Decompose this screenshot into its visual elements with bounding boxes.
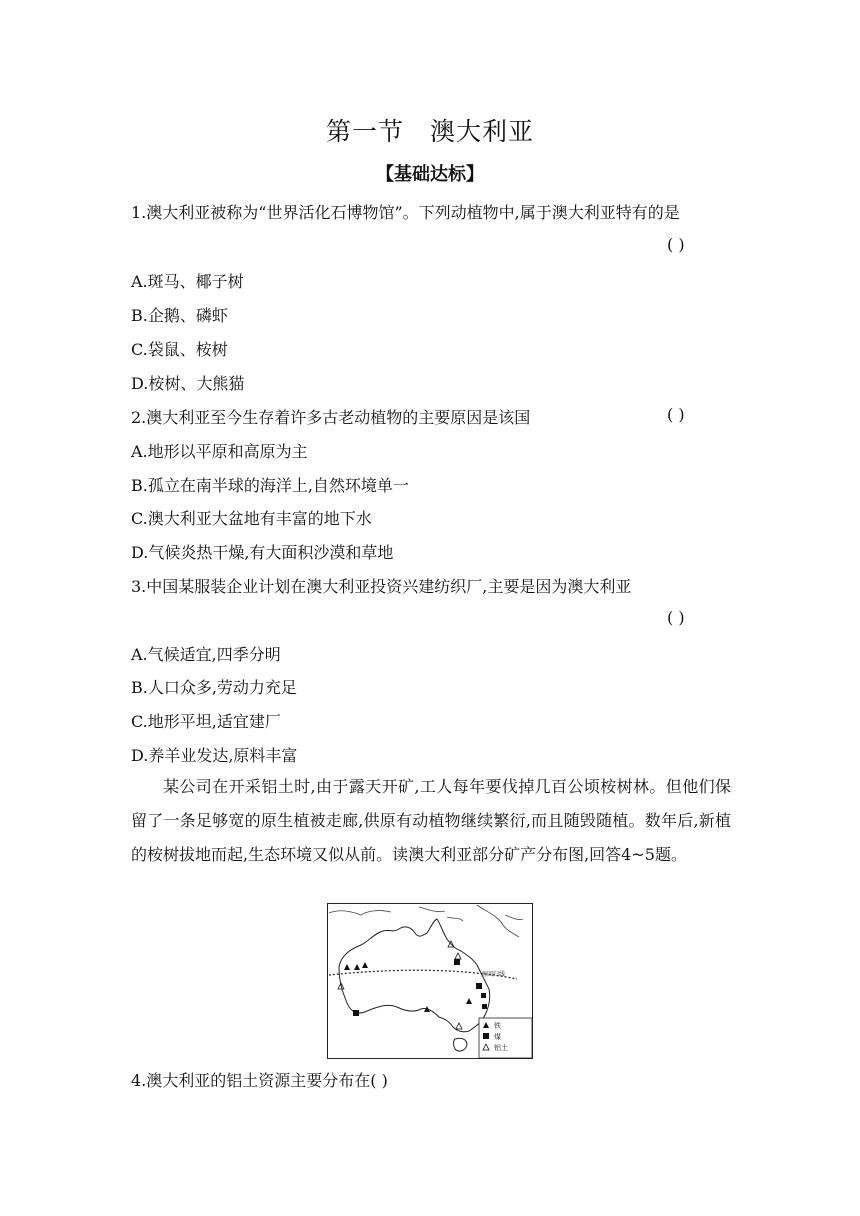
title-part2: 澳大利亚 [430,117,535,146]
question-1-option-b: B.企鹅、磷虾 [131,306,228,325]
question-1-option-d: D.桉树、大熊猫 [131,374,245,393]
legend-coal: 煤 [494,1033,501,1041]
question-4-stem: 4.澳大利亚的铝土资源主要分布在( ) [131,1071,388,1090]
reading-passage: 某公司在开采铝土时,由于露天开矿,工人每年要伐掉几百公顷桉树林。但他们保留了一条足够宽的原生植被走廊,供原有动植物继续繁衍,而且随毁随植。数年后,新植的桉树拔地而起,生态环境又似从前。读澳大利亚部分矿产分布图,回答4~5题。 [131,777,731,864]
question-1-answer-blank: ( ) [667,235,685,254]
legend-bauxite: 铝土 [494,1044,508,1052]
australia-mineral-map [327,903,533,1059]
question-1-option-c: C.袋鼠、桉树 [131,340,228,359]
section-heading: 【基础达标】 [376,164,484,185]
question-3-option-a: A.气候适宜,四季分明 [131,645,281,664]
question-2-option-c: C.澳大利亚大盆地有丰富的地下水 [131,509,372,528]
question-1-stem: 1.澳大利亚被称为“世界活化石博物馆”。下列动植物中,属于澳大利亚特有的是 [131,203,680,222]
question-2-answer-blank: ( ) [667,405,685,424]
question-2-stem: 2.澳大利亚至今生存着许多古老动植物的主要原因是该国 [131,408,531,427]
title-part1: 第一节 [325,117,404,146]
question-2-option-a: A.地形以平原和高原为主 [131,442,308,461]
question-2-option-b: B.孤立在南半球的海洋上,自然环境单一 [131,476,409,495]
question-3-stem: 3.中国某服装企业计划在澳大利亚投资兴建纺织厂,主要是因为澳大利亚 [131,577,632,596]
question-2-option-d: D.气候炎热干燥,有大面积沙漠和草地 [131,543,394,562]
question-1-option-a: A.斑马、椰子树 [131,272,244,291]
question-3-option-b: B.人口众多,劳动力充足 [131,678,297,697]
legend-iron: 铁 [494,1022,501,1030]
question-3-option-c: C.地形平坦,适宜建厂 [131,712,281,731]
question-3-option-d: D.养羊业发达,原料丰富 [131,746,298,765]
tropic-label: 南回归线 [481,971,506,978]
question-3-answer-blank: ( ) [667,608,685,627]
page-title [0,112,860,148]
